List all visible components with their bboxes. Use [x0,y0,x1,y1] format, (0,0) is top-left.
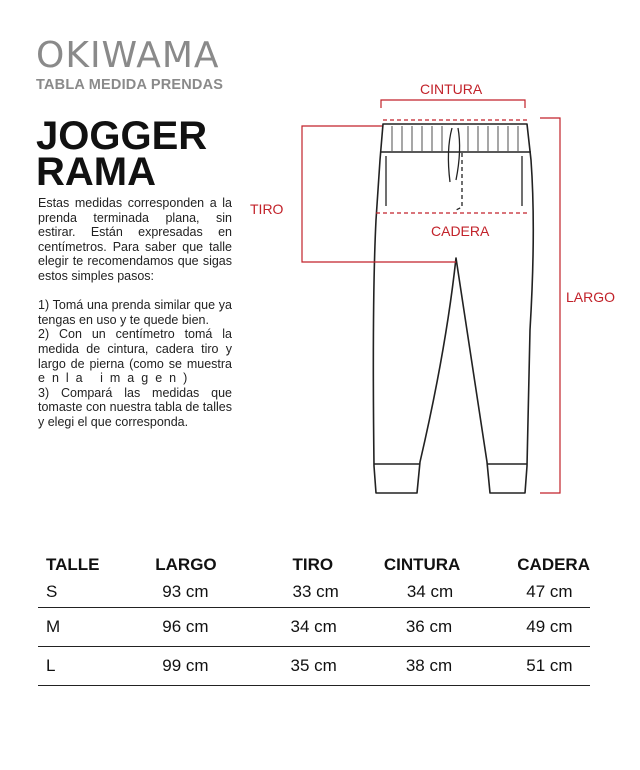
table-row [38,647,590,686]
instructions-step1: 1) Tomá una prenda similar que ya tengas en uso y te quede bien. [38,298,232,327]
cell-tiro: 33 cm [264,577,373,608]
tiro-label: TIRO [250,201,284,217]
cadera-label: CADERA [431,223,490,239]
cintura-bracket [381,100,525,108]
cell-talle: S [38,577,135,608]
pants-outline [373,124,533,493]
measure-lines [302,100,560,493]
largo-label: LARGO [566,289,616,305]
header-tiro: TIRO [292,555,334,574]
instructions-intro: Estas medidas corresponden a la prenda terminada plana, sin estirar. Están expresadas en centímetros. Para saber que talle elegir te recomendamos que sigas estos simples pasos: [38,196,232,283]
table-row [38,577,590,608]
cell-cadera: 49 cm [499,608,590,647]
cell-largo: 99 cm [135,647,264,686]
cell-largo: 96 cm [135,608,264,647]
header-cintura: CINTURA [383,555,461,574]
tiro-bracket [302,126,456,262]
brand-subtitle: TABLA MEDIDA PRENDAS [36,77,224,93]
drawstring-left [448,128,452,182]
size-table-header [38,553,590,577]
pants-body [373,124,533,493]
cell-talle: L [38,647,135,686]
instructions-step3: 3) Compará las medidas que tomaste con nuestra tabla de talles y elegi el que corresponda. [38,385,232,429]
cell-cadera: 47 cm [499,577,590,608]
instructions-step2-text: 2) Con un centímetro tomá la medida de cintura, cadera tiro y largo de pierna (como se muestra [38,327,232,371]
header-cadera: CADERA [517,555,590,574]
cell-cintura: 34 cm [374,577,499,608]
cell-tiro: 34 cm [264,608,373,647]
product-title-line1: JOGGER [36,114,208,158]
header-talle: TALLE [46,555,100,574]
drawstring-right [456,128,460,180]
cell-tiro: 35 cm [264,647,373,686]
table-row [38,608,590,647]
cell-cintura: 36 cm [374,608,499,647]
header-largo: LARGO [155,555,217,574]
cell-cintura: 38 cm [374,647,499,686]
product-title-line2: RAMA [36,150,156,194]
cintura-label: CINTURA [420,81,483,97]
waistband-rib [392,126,518,151]
cell-cadera: 51 cm [499,647,590,686]
instructions-step2-end: enla imagen) [38,371,195,386]
largo-bracket [540,118,560,493]
brand-logo: OKIWAMA [36,35,220,76]
cell-talle: M [38,608,135,647]
cell-largo: 93 cm [135,577,264,608]
size-table [38,553,590,686]
